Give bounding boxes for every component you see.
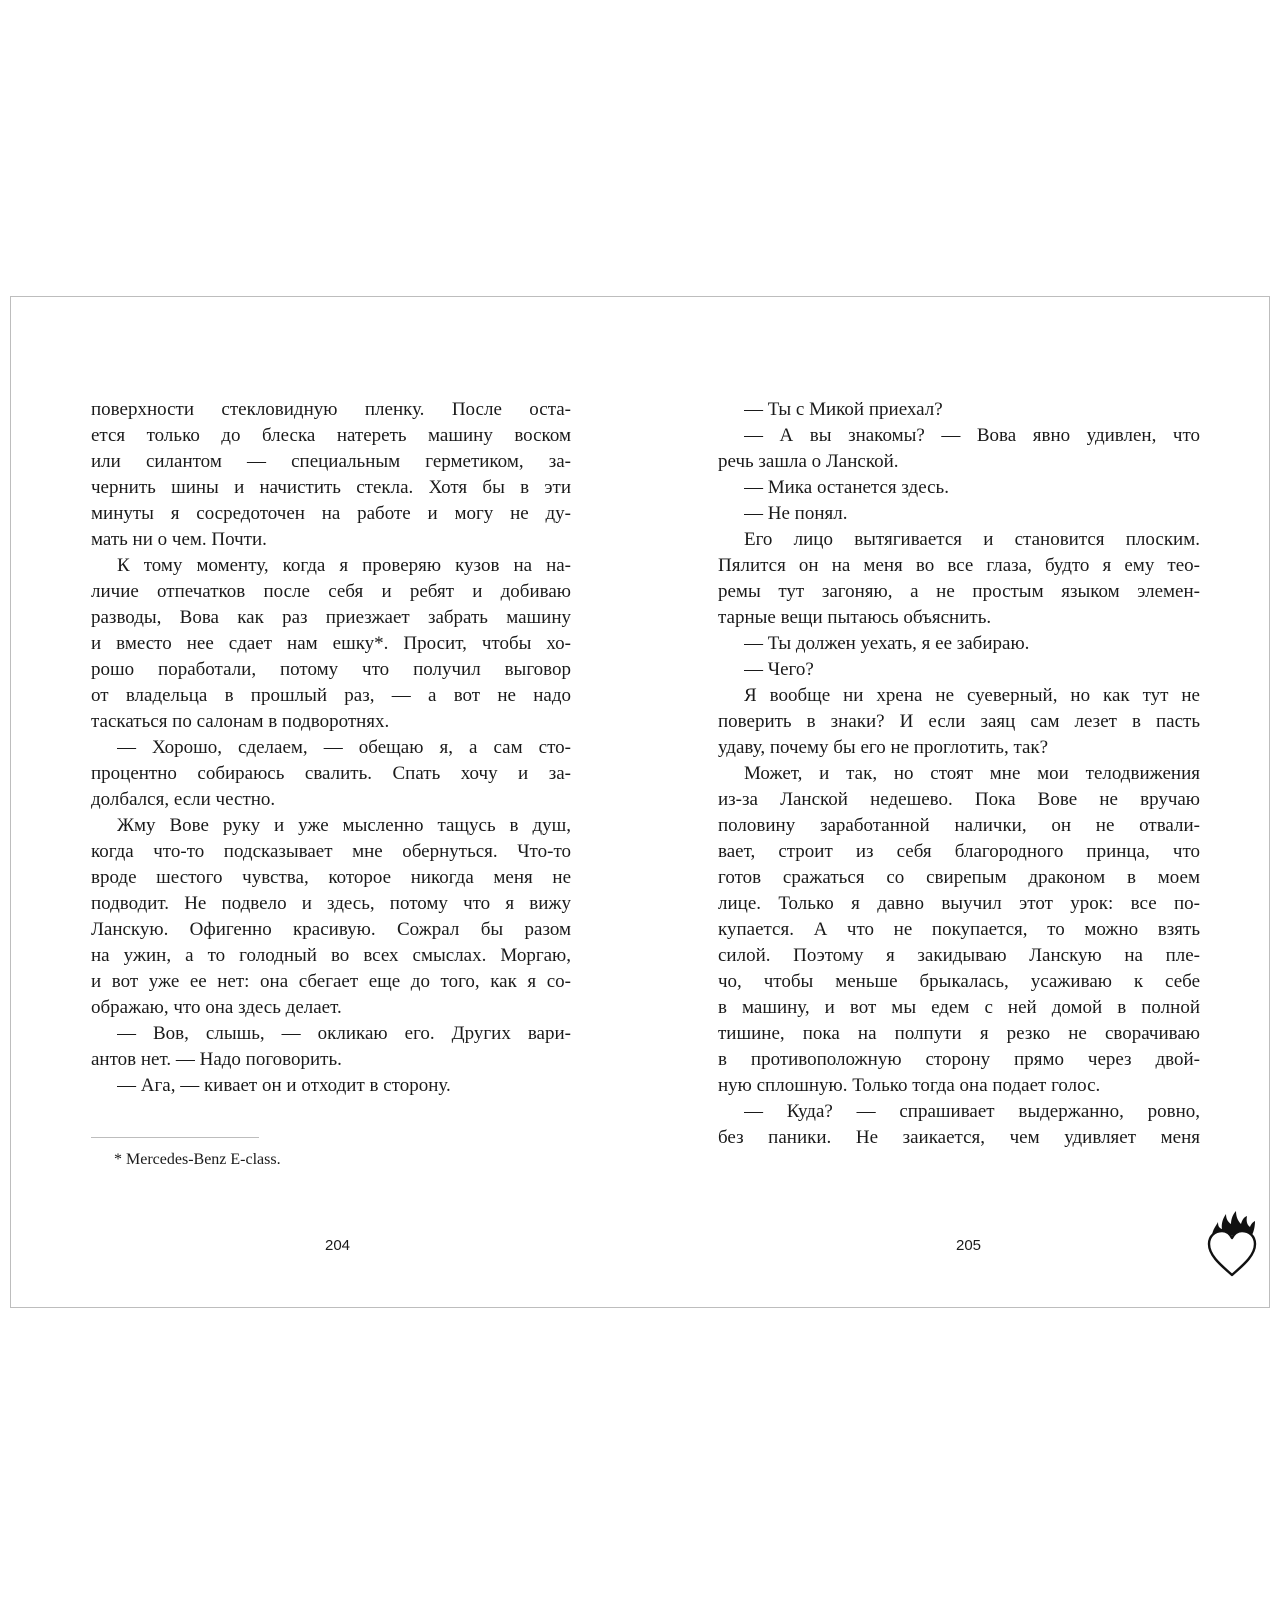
text-line: из-за Ланской недешево. Пока Вове не вручаю [718, 789, 1200, 810]
text-line: или силантом — специальным герметиком, за- [91, 451, 571, 472]
text-line: речь зашла о Ланской. [718, 451, 899, 472]
text-line: Я вообще ни хрена не суеверный, но как тут не [744, 685, 1200, 706]
text-line: на ужин, а то голодный во всех смыслах. Моргаю, [91, 945, 571, 966]
text-line: — Ага, — кивает он и отходит в сторону. [117, 1075, 451, 1096]
text-line: Ланскую. Офигенно красивую. Сожрал бы разом [91, 919, 571, 940]
text-line: чо, чтобы меньше брыкалась, усаживаю к себе [718, 971, 1200, 992]
text-line: процентно собираюсь свалить. Спать хочу и за- [91, 763, 571, 784]
footnote-divider [91, 1137, 259, 1138]
text-line: антов нет. — Надо поговорить. [91, 1049, 342, 1070]
text-line: Может, и так, но стоят мне мои телодвижения [744, 763, 1200, 784]
text-line: ется только до блеска натереть машину воском [91, 425, 571, 446]
text-line: вроде шестого чувства, которое никогда меня не [91, 867, 571, 888]
text-line: в машину, и вот мы едем с ней домой в полной [718, 997, 1200, 1018]
footnote: * Mercedes-Benz E-class. [114, 1151, 281, 1168]
text-line: силой. Поэтому я закидываю Ланскую на пле- [718, 945, 1200, 966]
text-line: в противоположную сторону прямо через двой- [718, 1049, 1200, 1070]
text-line: ремы тут загоняю, а не простым языком элемен- [718, 581, 1200, 602]
flaming-heart-icon [1204, 1209, 1260, 1281]
text-line: — Вов, слышь, — окликаю его. Других вари- [117, 1023, 571, 1044]
text-line: лице. Только я давно выучил этот урок: все по- [718, 893, 1200, 914]
text-line: поверить в знаки? И если заяц сам лезет в пасть [718, 711, 1200, 732]
text-line: Жму Вове руку и уже мысленно тащусь в душ, [117, 815, 571, 836]
page-number-right: 205 [956, 1237, 982, 1254]
text-line: и вместо нее сдает нам ешку*. Просит, чтобы хо- [91, 633, 571, 654]
text-line: таскаться по салонам в подворотнях. [91, 711, 390, 732]
text-line: Пялится он на меня во все глаза, будто я ему тео- [718, 555, 1200, 576]
text-line: — Не понял. [744, 503, 848, 524]
text-line: разводы, Вова как раз приезжает забрать машину [91, 607, 571, 628]
text-line: ную сплошную. Только тогда она подает голос. [718, 1075, 1101, 1096]
text-line: готов сражаться со свирепым драконом в моем [718, 867, 1200, 888]
text-line: купается. А что не покупается, то можно взять [718, 919, 1200, 940]
text-line: поверхности стекловидную пленку. После оста- [91, 399, 571, 420]
text-line: — А вы знакомы? — Вова явно удивлен, что [744, 425, 1200, 446]
text-line: вает, строит из себя благородного принца, что [718, 841, 1200, 862]
text-line: половину заработанной налички, он не отвали- [718, 815, 1200, 836]
text-line: ображаю, что она здесь делает. [91, 997, 342, 1018]
text-line: и вот уже ее нет: она сбегает еще до того, как я со- [91, 971, 571, 992]
text-line: от владельца в прошлый раз, — а вот не надо [91, 685, 571, 706]
page-number-left: 204 [325, 1237, 351, 1254]
text-line: долбался, если честно. [91, 789, 276, 810]
text-line: когда что-то подсказывает мне обернуться. Что-то [91, 841, 571, 862]
text-line: подводит. Не подвело и здесь, потому что я вижу [91, 893, 571, 914]
text-line: личие отпечатков после себя и ребят и добиваю [91, 581, 571, 602]
text-line: Его лицо вытягивается и становится плоским. [744, 529, 1200, 550]
text-line: — Чего? [744, 659, 814, 680]
text-line: без паники. Не заикается, чем удивляет меня [718, 1127, 1200, 1148]
text-line: — Хорошо, сделаем, — обещаю я, а сам сто- [117, 737, 571, 758]
text-line: — Ты должен уехать, я ее забираю. [744, 633, 1030, 654]
text-line: К тому моменту, когда я проверяю кузов на на- [117, 555, 571, 576]
text-line: тарные вещи пытаюсь объяснить. [718, 607, 992, 628]
text-line: минуты я сосредоточен на работе и могу не ду- [91, 503, 571, 524]
book-spread [10, 296, 1270, 1308]
text-line: — Мика останется здесь. [744, 477, 949, 498]
text-line: — Ты с Микой приехал? [744, 399, 943, 420]
text-line: мать ни о чем. Почти. [91, 529, 267, 550]
text-line: тишине, пока на полпути я резко не сворачиваю [718, 1023, 1200, 1044]
text-line: удаву, почему бы его не проглотить, так? [718, 737, 1049, 758]
text-line: чернить шины и начистить стекла. Хотя бы в эти [91, 477, 571, 498]
text-line: — Куда? — спрашивает выдержанно, ровно, [744, 1101, 1200, 1122]
text-line: рошо поработали, потому что получил выговор [91, 659, 571, 680]
